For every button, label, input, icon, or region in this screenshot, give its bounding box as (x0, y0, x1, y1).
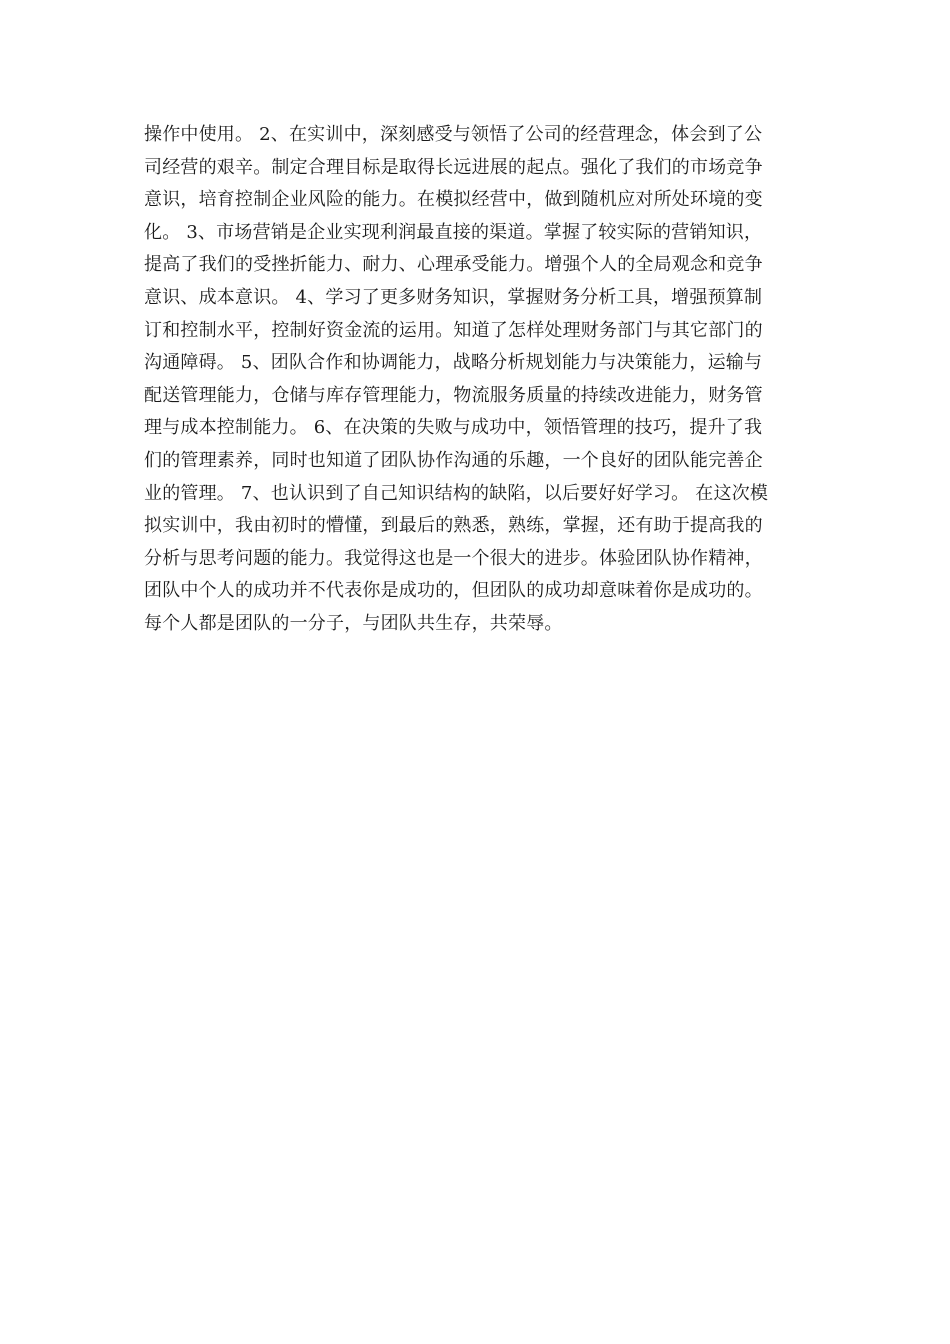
text-line: 业的管理。 7、也认识到了自己知识结构的缺陷，以后要好好学习。 在这次模 (144, 482, 769, 504)
text-line: 拟实训中，我由初时的懵懂，到最后的熟悉，熟练，掌握，还有助于提高我的 (144, 515, 763, 537)
text-line: 团队中个人的成功并不代表你是成功的，但团队的成功却意味着你是成功的。 (144, 580, 763, 602)
text-line: 意识，培育控制企业风险的能力。在模拟经营中，做到随机应对所处环境的变 (144, 189, 763, 211)
text-line: 分析与思考问题的能力。我觉得这也是一个很大的进步。体验团队协作精神， (144, 547, 763, 569)
text-line: 司经营的艰辛。制定合理目标是取得长远进展的起点。强化了我们的市场竞争 (144, 156, 763, 178)
text-line: 订和控制水平，控制好资金流的运用。知道了怎样处理财务部门与其它部门的 (144, 319, 763, 341)
text-line: 操作中使用。 2、在实训中，深刻感受与领悟了公司的经营理念，体会到了公 (144, 124, 763, 145)
text-line: 沟通障碍。 5、团队合作和协调能力，战略分析规划能力与决策能力，运输与 (144, 352, 763, 374)
text-line: 们的管理素养，同时也知道了团队协作沟通的乐趣，一个良好的团队能完善企 (144, 449, 763, 471)
text-line: 配送管理能力，仓储与库存管理能力，物流服务质量的持续改进能力，财务管 (144, 384, 763, 406)
text-line: 提高了我们的受挫折能力、耐力、心理承受能力。增强个人的全局观念和竞争 (144, 254, 763, 276)
text-line: 每个人都是团队的一分子，与团队共生存，共荣辱。 (144, 612, 563, 634)
body-paragraph (144, 119, 814, 641)
text-line: 意识、成本意识。 4、学习了更多财务知识，掌握财务分析工具，增强预算制 (144, 286, 763, 308)
text-line: 化。 3、市场营销是企业实现利润最直接的渠道。掌握了较实际的营销知识， (144, 221, 763, 243)
text-line: 理与成本控制能力。 6、在决策的失败与成功中，领悟管理的技巧，提升了我 (144, 417, 763, 439)
